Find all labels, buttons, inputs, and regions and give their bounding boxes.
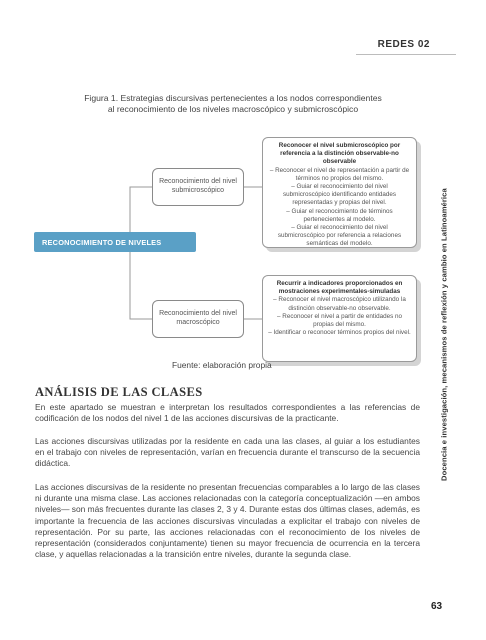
connector-root-bottom	[130, 252, 152, 319]
figure-caption-line-1: Figura 1. Estrategias discursivas pertenecientes a los nodos correspondientes	[84, 93, 382, 103]
paragraph: En este apartado se muestran e interpretan los resultados correspondientes a las referencias de codificación de los nodos del nivel 1 de las acciones discursivas de la practicante.	[35, 402, 420, 424]
running-header: REDES 02	[377, 39, 430, 50]
node-macroscopic-strategies	[262, 275, 417, 362]
connector-root-top	[130, 187, 152, 232]
strategy-title: Recurrir a indicadores proporcionados en mostraciones experimentales-simuladas	[276, 280, 403, 296]
page-number: 63	[431, 601, 443, 612]
strategy-line: – Guiar el reconocimiento de términos pertenecientes al modelo.	[286, 207, 393, 223]
paragraph: Las acciones discursivas de la residente no presentan frecuencias comparables a lo largo de las clases ni durante una misma clase. Las acciones relacionadas con la categoría conceptualización —en ambos niveles— son más frecuentes durante las clases 2, 3 y 4. Durante estas dos últimas clases, además, es importante la frecuencia de las acciones discursivas vinculadas a explicitar el trabajo con niveles de representación. Por su parte, las acciones relacionadas con el reconocimiento de los niveles de representación (considerados conjuntamente) tienen su mayor frecuencia de ocurrencia en la tercera clase, y aquellas relacionadas a la transición entre niveles, durante la segunda clase.	[35, 482, 420, 560]
node-submicroscopic: Reconocimiento del nivel submicroscópico	[152, 168, 244, 206]
figure-caption-line-2: al reconocimiento de los niveles macroscópico y submicroscópico	[107, 104, 359, 114]
strategy-line: – Reconocer el nivel a partir de entidades no propias del mismo.	[277, 312, 402, 329]
root-node: RECONOCIMIENTO DE NIVELES	[34, 232, 196, 252]
strategy-line: – Identificar o reconocer términos propios del nivel.	[268, 329, 411, 337]
figure-source: Fuente: elaboración propia	[172, 360, 272, 370]
section-heading: ANÁLISIS DE LAS CLASES	[35, 385, 203, 399]
node-macroscopic: Reconocimiento del nivel macroscópico	[152, 300, 244, 338]
vertical-side-title: Docencia e investigación, mecanismos de reflexión y cambio en Latinoamérica	[439, 188, 449, 482]
node-submicroscopic-strategies	[262, 137, 417, 248]
strategy-line: – Reconocer el nivel macroscópico utilizando la distinción observable-no observable.	[273, 296, 406, 312]
strategy-title: Reconocer el nivel submicroscópico por referencia a la distinción observable-no observable	[278, 142, 401, 166]
strategy-line: – Guiar el reconocimiento del nivel submicroscópico identificando entidades representadas y propias del nivel.	[282, 183, 397, 207]
strategy-line: – Guiar el reconocimiento del nivel submicroscópico por referencia a relaciones semánticas del modelo.	[277, 224, 402, 248]
paragraph: Las acciones discursivas utilizadas por la residente en cada una las clases, al guiar a los estudiantes en el trabajo con niveles de representación, varían en frecuencia durante el transcurso de la secuencia didáctica.	[35, 436, 420, 469]
strategy-line: – Reconocer el nivel de representación a partir de términos no propios del mismo.	[269, 166, 410, 182]
